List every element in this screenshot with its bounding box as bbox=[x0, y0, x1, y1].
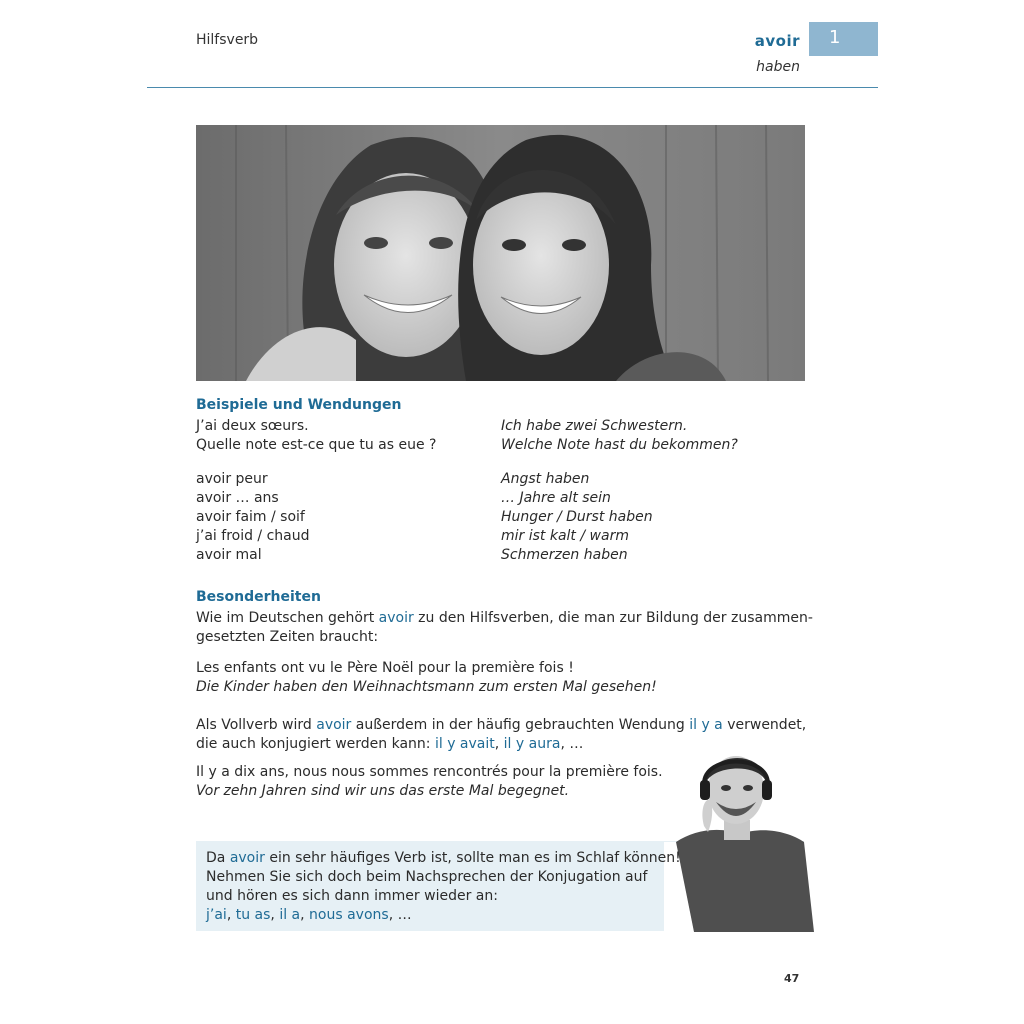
phrase-fr-1: avoir peur bbox=[196, 471, 268, 487]
text-run: Wie im Deutschen gehört bbox=[196, 610, 379, 626]
example-sentence-de-2: Welche Note hast du bekommen? bbox=[501, 437, 738, 453]
special-heading: Besonderheiten bbox=[196, 589, 321, 605]
phrase-de-5: Schmerzen haben bbox=[501, 547, 628, 563]
text-run: verwendet, bbox=[722, 717, 807, 733]
special-example-2-fr: Il y a dix ans, nous nous sommes rencontrés pour la première fois. bbox=[196, 764, 663, 780]
phrase-de-3: Hunger / Durst haben bbox=[501, 509, 653, 525]
special-paragraph-2-line-1 bbox=[196, 716, 806, 735]
text-run: Als Vollverb wird bbox=[196, 717, 317, 733]
special-example-1-de: Die Kinder haben den Weihnachtsmann zum ersten Mal gesehen! bbox=[196, 679, 657, 695]
conjugation-il-a: il a bbox=[279, 907, 301, 923]
keyword-avoir: avoir bbox=[229, 850, 265, 866]
text-run: zu den Hilfsverben, die man zur Bildung der zusammen- bbox=[413, 610, 813, 626]
text-run: , bbox=[270, 907, 280, 923]
special-paragraph-1-line-1 bbox=[196, 609, 813, 628]
example-sentence-fr-1: J’ai deux sœurs. bbox=[196, 418, 309, 434]
verb-translation: haben bbox=[756, 59, 800, 75]
special-paragraph-1-line-2: gesetzten Zeiten braucht: bbox=[196, 629, 379, 645]
example-sentence-de-1: Ich habe zwei Schwestern. bbox=[501, 418, 688, 434]
conjugation-tu-as: tu as bbox=[235, 907, 271, 923]
conjugation-jai: j’ai bbox=[206, 907, 227, 923]
keyword-avoir: avoir bbox=[316, 717, 352, 733]
keyword-il-y-aura: il y aura bbox=[503, 736, 561, 752]
examples-heading: Beispiele und Wendungen bbox=[196, 397, 402, 413]
example-sentence-fr-2: Quelle note est-ce que tu as eue ? bbox=[196, 437, 437, 453]
tip-line-4 bbox=[206, 906, 681, 925]
text-run: , … bbox=[560, 736, 584, 752]
phrase-fr-4: j’ai froid / chaud bbox=[196, 528, 310, 544]
text-run: Da bbox=[206, 850, 230, 866]
keyword-il-y-a: il y a bbox=[689, 717, 723, 733]
text-run: die auch konjugiert werden kann: bbox=[196, 736, 435, 752]
phrase-fr-5: avoir mal bbox=[196, 547, 262, 563]
verb-title: avoir bbox=[754, 32, 800, 50]
phrase-de-1: Angst haben bbox=[501, 471, 590, 487]
text-run: , bbox=[494, 736, 504, 752]
conjugation-nous-avons: nous avons bbox=[309, 907, 389, 923]
chapter-number-badge: 1 bbox=[809, 22, 878, 56]
photo-illustration bbox=[196, 125, 805, 381]
keyword-avoir: avoir bbox=[378, 610, 414, 626]
tip-text bbox=[206, 849, 681, 925]
special-paragraph-2-line-2 bbox=[196, 735, 583, 754]
text-run: ein sehr häufiges Verb ist, sollte man es im Schlaf können! bbox=[264, 850, 681, 866]
section-label: Hilfsverb bbox=[196, 32, 259, 48]
page-number: 47 bbox=[784, 972, 800, 985]
phrase-de-2: … Jahre alt sein bbox=[501, 490, 611, 506]
special-example-2-de: Vor zehn Jahren sind wir uns das erste Mal begegnet. bbox=[196, 783, 570, 799]
tip-line-3: und hören es sich dann immer wieder an: bbox=[206, 888, 498, 904]
phrase-fr-2: avoir … ans bbox=[196, 490, 279, 506]
keyword-il-y-avait: il y avait bbox=[434, 736, 495, 752]
man-with-headphones-photo bbox=[664, 742, 816, 932]
special-example-1-fr: Les enfants ont vu le Père Noël pour la première fois ! bbox=[196, 660, 574, 676]
text-run: , bbox=[226, 907, 236, 923]
text-run: außerdem in der häufig gebrauchten Wendung bbox=[351, 717, 690, 733]
tip-line-1 bbox=[206, 849, 681, 868]
phrase-de-4: mir ist kalt / warm bbox=[501, 528, 629, 544]
tip-line-2: Nehmen Sie sich doch beim Nachsprechen der Konjugation auf bbox=[206, 869, 648, 885]
text-run: , … bbox=[388, 907, 412, 923]
photo-two-women bbox=[196, 125, 805, 381]
text-run: , bbox=[300, 907, 310, 923]
phrase-fr-3: avoir faim / soif bbox=[196, 509, 305, 525]
header-divider bbox=[147, 87, 878, 88]
